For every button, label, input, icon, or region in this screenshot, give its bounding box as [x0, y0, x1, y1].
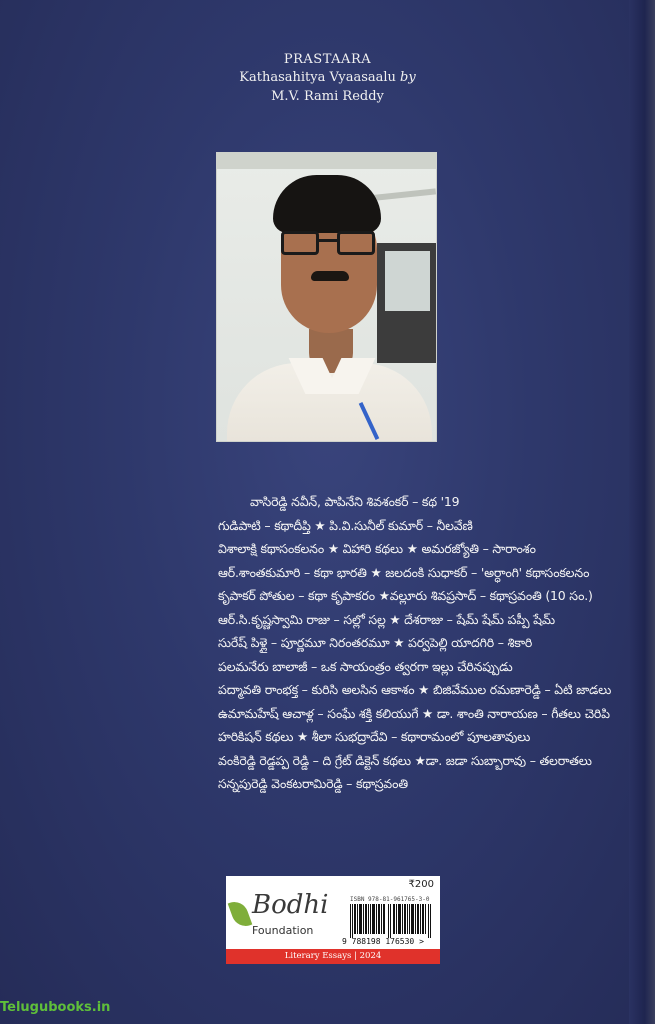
photo-hair	[273, 175, 381, 233]
list-item: ఉమామహేష్ ఆచాళ్ల – సంఘే శక్తి కలియుగే ★ డా. శాంతి నారాయణ – గీతలు చెరిపి	[218, 705, 610, 721]
glasses-lens-left	[281, 231, 319, 255]
genre-year-bar: Literary Essays | 2024	[226, 949, 440, 964]
reviewed-books-list	[218, 490, 612, 796]
glasses-bridge	[319, 239, 337, 242]
book-subtitle	[0, 70, 655, 85]
publisher-logo-name: Bodhi	[252, 890, 329, 920]
author-name: M.V. Rami Reddy	[271, 89, 384, 104]
publisher-logo	[230, 884, 348, 942]
list-item: ఆర్.శాంతకుమారి – కథా భారతి ★ జలదంకి సుధాకర్ – 'అర్ధాంగి' కథాసంకలనం	[218, 564, 590, 580]
list-item: విశాలాక్షి కథాసంకలనం ★ విహారి కథలు ★ అమరజ్యోతి – సారాంశం	[218, 541, 536, 556]
list-item: వంకిరెడ్డి రెడ్డప్ప రెడ్డి – ది గ్రేట్ డిక్టెన్ కథలు ★డా. జడా సుబ్బారావు – తలరాతలు	[218, 752, 592, 768]
isbn-text: ISBN 978-81-961765-3-0	[350, 896, 430, 903]
list-item: గుడిపాటి – కథాదీప్తి ★ పి.వి.సునీల్ కుమార్ – నీలవేణి	[218, 517, 473, 533]
list-item: సన్నపురెడ్డి వెంకటరామిరెడ్డి – కథాస్రవంతి	[218, 776, 408, 791]
author-photo	[216, 152, 437, 442]
photo-moustache	[311, 271, 349, 281]
barcode-icon	[350, 904, 434, 938]
publisher-logo-sub: Foundation	[252, 924, 314, 937]
list-item: ఆర్.సి.కృష్ణస్వామి రాజు – సల్లో సల్ల ★ దేశరాజు – షేమ్ షేమ్ పప్పీ షేమ్	[218, 611, 555, 627]
list-item: కృపాకర్ పోతుల – కథా కృపాకరం ★వల్లూరు శివప్రసాద్ – కథాస్రవంతి (10 సం.)	[218, 588, 593, 603]
leaf-icon	[228, 898, 253, 930]
glasses-lens-right	[337, 231, 375, 255]
list-item: పలమనేరు బాలాజీ – ఒక సాయంత్రం త్వరగా ఇల్లు చేరినప్పుడు	[218, 658, 513, 674]
book-title: PRASTAARA	[283, 52, 372, 67]
watermark-logo: Telugubooks.in	[0, 1000, 111, 1015]
list-item: సురేష్ పిళ్లై – పూర్ణమూ నిరంతరమూ ★ పర్వపెల్లి యాదగిరి – శికారి	[218, 635, 533, 650]
barcode-panel	[226, 876, 440, 964]
photo-background-window-pane	[385, 251, 430, 311]
subtitle-text: Kathasahitya Vyaasaalu	[239, 70, 396, 85]
list-item: హరికిషన్ కథలు ★ శీలా సుభద్రాదేవి – కథారామంలో పూలతావులు	[218, 729, 531, 744]
list-item: వాసిరెడ్డి నవీన్, పాపినేని శివశంకర్ – కథ '19	[250, 494, 460, 509]
photo-background-awning	[217, 153, 436, 169]
isbn-number: 9 788198 176530 >	[342, 937, 424, 946]
spine-edge	[629, 0, 655, 1024]
list-item: పద్మావతి రాంభక్త – కురిసి అలసిన ఆకాశం ★ బిజివేముల రమణారెడ్డి – ఏటి జాడలు	[218, 682, 612, 697]
by-text: by	[400, 70, 416, 85]
photo-glasses	[281, 231, 377, 257]
price-label: ₹200	[408, 879, 434, 890]
